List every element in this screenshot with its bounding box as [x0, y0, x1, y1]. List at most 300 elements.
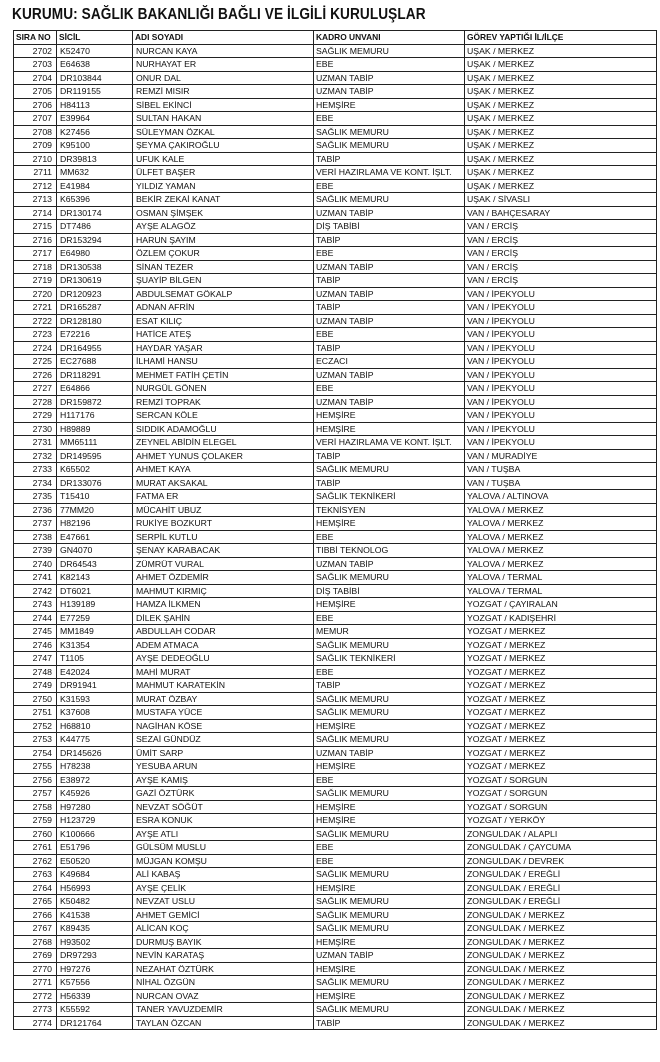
adi-soyadi-cell: YILDIZ YAMAN	[133, 179, 314, 193]
gorev-yeri-cell: ZONGULDAK / EREĞLİ	[465, 868, 657, 882]
gorev-yeri-cell: ZONGULDAK / MERKEZ	[465, 976, 657, 990]
sicil-cell: K49684	[57, 868, 133, 882]
sicil-cell: GN4070	[57, 544, 133, 558]
kadro-unvani-cell: SAĞLIK MEMURU	[314, 638, 465, 652]
gorev-yeri-cell: ZONGULDAK / MERKEZ	[465, 989, 657, 1003]
table-row	[14, 436, 657, 450]
table-row	[14, 962, 657, 976]
kadro-unvani-cell: SAĞLIK MEMURU	[314, 125, 465, 139]
gorev-yeri-cell: VAN / İPEKYOLU	[465, 436, 657, 450]
adi-soyadi-cell: NİHAL ÖZGÜN	[133, 976, 314, 990]
sicil-cell: K52470	[57, 44, 133, 58]
sira-no-cell: 2741	[14, 571, 57, 585]
gorev-yeri-cell: VAN / İPEKYOLU	[465, 355, 657, 369]
gorev-yeri-cell: UŞAK / MERKEZ	[465, 85, 657, 99]
table-row	[14, 206, 657, 220]
table-row	[14, 382, 657, 396]
gorev-yeri-cell: YOZGAT / MERKEZ	[465, 719, 657, 733]
gorev-yeri-cell: UŞAK / MERKEZ	[465, 152, 657, 166]
sicil-cell: E42024	[57, 665, 133, 679]
adi-soyadi-cell: HATİCE ATEŞ	[133, 328, 314, 342]
kadro-unvani-cell: UZMAN TABİP	[314, 260, 465, 274]
adi-soyadi-cell: SEZAİ GÜNDÜZ	[133, 733, 314, 747]
sicil-cell: DR103844	[57, 71, 133, 85]
gorev-yeri-cell: VAN / BAHÇESARAY	[465, 206, 657, 220]
sira-no-cell: 2763	[14, 868, 57, 882]
adi-soyadi-cell: TANER YAVUZDEMİR	[133, 1003, 314, 1017]
kadro-unvani-cell: EBE	[314, 58, 465, 72]
adi-soyadi-cell: DİLEK ŞAHİN	[133, 611, 314, 625]
kadro-unvani-cell: TABİP	[314, 341, 465, 355]
sicil-cell: T1105	[57, 652, 133, 666]
gorev-yeri-cell: VAN / MURADİYE	[465, 449, 657, 463]
kadro-unvani-cell: EBE	[314, 611, 465, 625]
adi-soyadi-cell: RUKİYE BOZKURT	[133, 517, 314, 531]
adi-soyadi-cell: ABDULSEMAT GÖKALP	[133, 287, 314, 301]
table-row	[14, 85, 657, 99]
sira-no-cell: 2755	[14, 760, 57, 774]
table-row	[14, 328, 657, 342]
table-row	[14, 71, 657, 85]
kadro-unvani-cell: HEMŞİRE	[314, 800, 465, 814]
gorev-yeri-cell: ZONGULDAK / MERKEZ	[465, 1003, 657, 1017]
table-row	[14, 719, 657, 733]
sira-no-cell: 2716	[14, 233, 57, 247]
gorev-yeri-cell: VAN / İPEKYOLU	[465, 301, 657, 315]
gorev-yeri-cell: YOZGAT / MERKEZ	[465, 760, 657, 774]
table-row	[14, 58, 657, 72]
sira-no-cell: 2770	[14, 962, 57, 976]
sira-no-cell: 2773	[14, 1003, 57, 1017]
adi-soyadi-cell: AHMET YUNUS ÇOLAKER	[133, 449, 314, 463]
sira-no-cell: 2722	[14, 314, 57, 328]
adi-soyadi-cell: OSMAN ŞİMŞEK	[133, 206, 314, 220]
gorev-yeri-cell: YOZGAT / YERKÖY	[465, 814, 657, 828]
gorev-yeri-cell: YOZGAT / MERKEZ	[465, 733, 657, 747]
gorev-yeri-cell: ZONGULDAK / EREĞLİ	[465, 881, 657, 895]
table-body	[14, 44, 657, 1030]
table-row	[14, 422, 657, 436]
gorev-yeri-cell: VAN / İPEKYOLU	[465, 409, 657, 423]
sicil-cell: E51796	[57, 841, 133, 855]
sicil-cell: H97280	[57, 800, 133, 814]
table-row	[14, 449, 657, 463]
kadro-unvani-cell: ECZACI	[314, 355, 465, 369]
sira-no-cell: 2736	[14, 503, 57, 517]
adi-soyadi-cell: REMZİ MISIR	[133, 85, 314, 99]
kadro-unvani-cell: TABİP	[314, 233, 465, 247]
gorev-yeri-cell: VAN / İPEKYOLU	[465, 341, 657, 355]
table-row	[14, 557, 657, 571]
sicil-cell: K100666	[57, 827, 133, 841]
table-row	[14, 706, 657, 720]
gorev-yeri-cell: YALOVA / MERKEZ	[465, 517, 657, 531]
table-row	[14, 800, 657, 814]
kadro-unvani-cell: UZMAN TABİP	[314, 287, 465, 301]
kadro-unvani-cell: UZMAN TABİP	[314, 746, 465, 760]
sira-no-cell: 2759	[14, 814, 57, 828]
sira-no-cell: 2772	[14, 989, 57, 1003]
sira-no-cell: 2713	[14, 193, 57, 207]
kadro-unvani-cell: TABİP	[314, 476, 465, 490]
table-row	[14, 517, 657, 531]
adi-soyadi-cell: ESRA KONUK	[133, 814, 314, 828]
sicil-cell: DR118291	[57, 368, 133, 382]
sicil-cell: K65502	[57, 463, 133, 477]
table-row	[14, 112, 657, 126]
sicil-cell: DT7486	[57, 220, 133, 234]
adi-soyadi-cell: ÖZLEM ÇOKUR	[133, 247, 314, 261]
sicil-cell: E47661	[57, 530, 133, 544]
sira-no-cell: 2720	[14, 287, 57, 301]
table-row	[14, 490, 657, 504]
kadro-unvani-cell: UZMAN TABİP	[314, 71, 465, 85]
kadro-unvani-cell: SAĞLIK MEMURU	[314, 571, 465, 585]
gorev-yeri-cell: VAN / İPEKYOLU	[465, 382, 657, 396]
gorev-yeri-cell: YALOVA / TERMAL	[465, 584, 657, 598]
sira-no-cell: 2709	[14, 139, 57, 153]
sira-no-cell: 2760	[14, 827, 57, 841]
sicil-cell: K57556	[57, 976, 133, 990]
table-row	[14, 274, 657, 288]
sira-no-cell: 2739	[14, 544, 57, 558]
sicil-cell: K89435	[57, 922, 133, 936]
kadro-unvani-cell: UZMAN TABİP	[314, 949, 465, 963]
table-row	[14, 827, 657, 841]
adi-soyadi-cell: MURAT ÖZBAY	[133, 692, 314, 706]
sira-no-cell: 2727	[14, 382, 57, 396]
table-row	[14, 908, 657, 922]
gorev-yeri-cell: YOZGAT / MERKEZ	[465, 746, 657, 760]
kadro-unvani-cell: HEMŞİRE	[314, 409, 465, 423]
kadro-unvani-cell: HEMŞİRE	[314, 598, 465, 612]
adi-soyadi-cell: MAHMUT KIRMIÇ	[133, 584, 314, 598]
adi-soyadi-cell: AHMET KAYA	[133, 463, 314, 477]
adi-soyadi-cell: ŞEYMA ÇAKIROĞLU	[133, 139, 314, 153]
adi-soyadi-cell: NEVZAT SÖĞÜT	[133, 800, 314, 814]
sicil-cell: DR145626	[57, 746, 133, 760]
table-row	[14, 166, 657, 180]
sicil-cell: K27456	[57, 125, 133, 139]
sicil-cell: DR159872	[57, 395, 133, 409]
sicil-cell: K31354	[57, 638, 133, 652]
sira-no-cell: 2767	[14, 922, 57, 936]
sicil-cell: E64866	[57, 382, 133, 396]
adi-soyadi-cell: TAYLAN ÖZCAN	[133, 1016, 314, 1030]
adi-soyadi-cell: SULTAN HAKAN	[133, 112, 314, 126]
kadro-unvani-cell: SAĞLIK MEMURU	[314, 463, 465, 477]
sicil-cell: E50520	[57, 854, 133, 868]
kadro-unvani-cell: SAĞLIK MEMURU	[314, 922, 465, 936]
table-row	[14, 854, 657, 868]
sira-no-cell: 2746	[14, 638, 57, 652]
sira-no-cell: 2768	[14, 935, 57, 949]
sira-no-cell: 2761	[14, 841, 57, 855]
table-row	[14, 665, 657, 679]
sira-no-cell: 2754	[14, 746, 57, 760]
table-row	[14, 935, 657, 949]
sira-no-cell: 2706	[14, 98, 57, 112]
gorev-yeri-cell: ZONGULDAK / MERKEZ	[465, 949, 657, 963]
sira-no-cell: 2774	[14, 1016, 57, 1030]
personnel-table	[13, 30, 657, 1030]
kadro-unvani-cell: EBE	[314, 854, 465, 868]
adi-soyadi-cell: HAMZA İLKMEN	[133, 598, 314, 612]
adi-soyadi-cell: ŞENAY KARABACAK	[133, 544, 314, 558]
page-title: KURUMU: SAĞLIK BAKANLIĞI BAĞLI VE İLGİLİ KURULUŞLAR	[12, 6, 426, 23]
sicil-cell: H56993	[57, 881, 133, 895]
gorev-yeri-cell: UŞAK / MERKEZ	[465, 112, 657, 126]
table-row	[14, 571, 657, 585]
gorev-yeri-cell: UŞAK / MERKEZ	[465, 125, 657, 139]
table-row	[14, 314, 657, 328]
table-row	[14, 247, 657, 261]
gorev-yeri-cell: YALOVA / MERKEZ	[465, 503, 657, 517]
sira-no-cell: 2728	[14, 395, 57, 409]
table-row	[14, 881, 657, 895]
sicil-cell: DT6021	[57, 584, 133, 598]
sira-no-cell: 2742	[14, 584, 57, 598]
sicil-cell: K95100	[57, 139, 133, 153]
gorev-yeri-cell: VAN / TUŞBA	[465, 463, 657, 477]
sira-no-cell: 2705	[14, 85, 57, 99]
sira-no-cell: 2749	[14, 679, 57, 693]
kadro-unvani-cell: SAĞLIK MEMURU	[314, 976, 465, 990]
sicil-cell: MM1849	[57, 625, 133, 639]
sicil-cell: K55592	[57, 1003, 133, 1017]
adi-soyadi-cell: NURCAN OVAZ	[133, 989, 314, 1003]
adi-soyadi-cell: HAYDAR YAŞAR	[133, 341, 314, 355]
sira-no-cell: 2719	[14, 274, 57, 288]
adi-soyadi-cell: MAHİ MURAT	[133, 665, 314, 679]
table-row	[14, 787, 657, 801]
sicil-cell: H123729	[57, 814, 133, 828]
table-row	[14, 152, 657, 166]
gorev-yeri-cell: YOZGAT / MERKEZ	[465, 679, 657, 693]
gorev-yeri-cell: VAN / İPEKYOLU	[465, 314, 657, 328]
kadro-unvani-cell: EBE	[314, 328, 465, 342]
header-gorev-yeri: GÖREV YAPTIĞI İL/İLÇE	[465, 31, 657, 45]
adi-soyadi-cell: YESUBA ARUN	[133, 760, 314, 774]
table-row	[14, 476, 657, 490]
gorev-yeri-cell: UŞAK / MERKEZ	[465, 71, 657, 85]
sicil-cell: MM632	[57, 166, 133, 180]
table-row	[14, 814, 657, 828]
table-row	[14, 733, 657, 747]
kadro-unvani-cell: UZMAN TABİP	[314, 206, 465, 220]
sicil-cell: H139189	[57, 598, 133, 612]
table-row	[14, 841, 657, 855]
kadro-unvani-cell: SAĞLIK MEMURU	[314, 827, 465, 841]
sicil-cell: H93502	[57, 935, 133, 949]
sicil-cell: DR91941	[57, 679, 133, 693]
kadro-unvani-cell: SAĞLIK MEMURU	[314, 706, 465, 720]
sicil-cell: H82196	[57, 517, 133, 531]
adi-soyadi-cell: NEVİN KARATAŞ	[133, 949, 314, 963]
sira-no-cell: 2771	[14, 976, 57, 990]
kadro-unvani-cell: EBE	[314, 112, 465, 126]
gorev-yeri-cell: ZONGULDAK / ÇAYCUMA	[465, 841, 657, 855]
kadro-unvani-cell: EBE	[314, 773, 465, 787]
table-row	[14, 868, 657, 882]
sicil-cell: DR120923	[57, 287, 133, 301]
sicil-cell: E64980	[57, 247, 133, 261]
sira-no-cell: 2718	[14, 260, 57, 274]
table-row	[14, 125, 657, 139]
sicil-cell: K44775	[57, 733, 133, 747]
sicil-cell: DR119155	[57, 85, 133, 99]
sira-no-cell: 2740	[14, 557, 57, 571]
sira-no-cell: 2766	[14, 908, 57, 922]
adi-soyadi-cell: ÜMİT SARP	[133, 746, 314, 760]
sira-no-cell: 2702	[14, 44, 57, 58]
sicil-cell: K37608	[57, 706, 133, 720]
table-row	[14, 544, 657, 558]
sira-no-cell: 2737	[14, 517, 57, 531]
adi-soyadi-cell: ÜLFET BAŞER	[133, 166, 314, 180]
adi-soyadi-cell: UFUK KALE	[133, 152, 314, 166]
adi-soyadi-cell: HARUN ŞAYIM	[133, 233, 314, 247]
adi-soyadi-cell: ADNAN AFRİN	[133, 301, 314, 315]
kadro-unvani-cell: UZMAN TABİP	[314, 395, 465, 409]
sira-no-cell: 2762	[14, 854, 57, 868]
adi-soyadi-cell: ŞUAYİP BİLGEN	[133, 274, 314, 288]
gorev-yeri-cell: YOZGAT / SORGUN	[465, 787, 657, 801]
sicil-cell: DR97293	[57, 949, 133, 963]
adi-soyadi-cell: NURHAYAT ER	[133, 58, 314, 72]
table-row	[14, 760, 657, 774]
table-row	[14, 220, 657, 234]
gorev-yeri-cell: YALOVA / MERKEZ	[465, 530, 657, 544]
gorev-yeri-cell: ZONGULDAK / ALAPLI	[465, 827, 657, 841]
adi-soyadi-cell: MAHMUT KARATEKİN	[133, 679, 314, 693]
adi-soyadi-cell: ABDULLAH CODAR	[133, 625, 314, 639]
kadro-unvani-cell: TEKNİSYEN	[314, 503, 465, 517]
sira-no-cell: 2708	[14, 125, 57, 139]
gorev-yeri-cell: VAN / İPEKYOLU	[465, 328, 657, 342]
gorev-yeri-cell: UŞAK / MERKEZ	[465, 139, 657, 153]
kadro-unvani-cell: SAĞLIK MEMURU	[314, 733, 465, 747]
gorev-yeri-cell: UŞAK / SİVASLI	[465, 193, 657, 207]
gorev-yeri-cell: YOZGAT / SORGUN	[465, 800, 657, 814]
gorev-yeri-cell: UŞAK / MERKEZ	[465, 179, 657, 193]
sira-no-cell: 2738	[14, 530, 57, 544]
table-row	[14, 679, 657, 693]
kadro-unvani-cell: SAĞLIK MEMURU	[314, 908, 465, 922]
table-row	[14, 503, 657, 517]
sicil-cell: 77MM20	[57, 503, 133, 517]
gorev-yeri-cell: YOZGAT / KADIŞEHRİ	[465, 611, 657, 625]
table-row	[14, 409, 657, 423]
sira-no-cell: 2729	[14, 409, 57, 423]
adi-soyadi-cell: ADEM ATMACA	[133, 638, 314, 652]
sira-no-cell: 2753	[14, 733, 57, 747]
kadro-unvani-cell: SAĞLIK MEMURU	[314, 787, 465, 801]
gorev-yeri-cell: VAN / İPEKYOLU	[465, 287, 657, 301]
adi-soyadi-cell: SERPİL KUTLU	[133, 530, 314, 544]
sira-no-cell: 2717	[14, 247, 57, 261]
adi-soyadi-cell: AHMET GEMİCİ	[133, 908, 314, 922]
kadro-unvani-cell: UZMAN TABİP	[314, 368, 465, 382]
header-sira-no: SIRA NO	[14, 31, 57, 45]
gorev-yeri-cell: YALOVA / MERKEZ	[465, 544, 657, 558]
sira-no-cell: 2751	[14, 706, 57, 720]
adi-soyadi-cell: AYŞE KAMIŞ	[133, 773, 314, 787]
kadro-unvani-cell: TABİP	[314, 1016, 465, 1030]
sira-no-cell: 2752	[14, 719, 57, 733]
kadro-unvani-cell: DİŞ TABİBİ	[314, 220, 465, 234]
gorev-yeri-cell: YOZGAT / MERKEZ	[465, 706, 657, 720]
sicil-cell: DR130619	[57, 274, 133, 288]
adi-soyadi-cell: MÜJGAN KOMŞU	[133, 854, 314, 868]
gorev-yeri-cell: ZONGULDAK / MERKEZ	[465, 922, 657, 936]
table-row	[14, 233, 657, 247]
sira-no-cell: 2745	[14, 625, 57, 639]
gorev-yeri-cell: VAN / ERCİŞ	[465, 220, 657, 234]
adi-soyadi-cell: REMZİ TOPRAK	[133, 395, 314, 409]
table-row	[14, 193, 657, 207]
adi-soyadi-cell: SİBEL EKİNCİ	[133, 98, 314, 112]
adi-soyadi-cell: ESAT KILIÇ	[133, 314, 314, 328]
kadro-unvani-cell: UZMAN TABİP	[314, 557, 465, 571]
sicil-cell: MM65111	[57, 436, 133, 450]
sira-no-cell: 2723	[14, 328, 57, 342]
kadro-unvani-cell: HEMŞİRE	[314, 935, 465, 949]
gorev-yeri-cell: ZONGULDAK / MERKEZ	[465, 935, 657, 949]
sira-no-cell: 2756	[14, 773, 57, 787]
adi-soyadi-cell: SÜLEYMAN ÖZKAL	[133, 125, 314, 139]
kadro-unvani-cell: EBE	[314, 841, 465, 855]
sicil-cell: DR130538	[57, 260, 133, 274]
gorev-yeri-cell: UŞAK / MERKEZ	[465, 58, 657, 72]
kadro-unvani-cell: TABİP	[314, 152, 465, 166]
kadro-unvani-cell: SAĞLIK TEKNİKERİ	[314, 652, 465, 666]
table-row	[14, 895, 657, 909]
sicil-cell: E39964	[57, 112, 133, 126]
gorev-yeri-cell: YOZGAT / MERKEZ	[465, 625, 657, 639]
kadro-unvani-cell: MEMUR	[314, 625, 465, 639]
sira-no-cell: 2757	[14, 787, 57, 801]
sicil-cell: K50482	[57, 895, 133, 909]
kadro-unvani-cell: UZMAN TABİP	[314, 314, 465, 328]
gorev-yeri-cell: ZONGULDAK / EREĞLİ	[465, 895, 657, 909]
adi-soyadi-cell: FATMA ER	[133, 490, 314, 504]
adi-soyadi-cell: NEZAHAT ÖZTÜRK	[133, 962, 314, 976]
sicil-cell: E64638	[57, 58, 133, 72]
sira-no-cell: 2721	[14, 301, 57, 315]
table-row	[14, 949, 657, 963]
header-kadro-unvani: KADRO UNVANI	[314, 31, 465, 45]
table-row	[14, 746, 657, 760]
table-row	[14, 692, 657, 706]
gorev-yeri-cell: YALOVA / MERKEZ	[465, 557, 657, 571]
sira-no-cell: 2765	[14, 895, 57, 909]
gorev-yeri-cell: YOZGAT / MERKEZ	[465, 692, 657, 706]
table-row	[14, 773, 657, 787]
table-row	[14, 976, 657, 990]
adi-soyadi-cell: NEVZAT USLU	[133, 895, 314, 909]
adi-soyadi-cell: SERCAN KÖLE	[133, 409, 314, 423]
sicil-cell: H78238	[57, 760, 133, 774]
sira-no-cell: 2714	[14, 206, 57, 220]
kadro-unvani-cell: EBE	[314, 382, 465, 396]
sicil-cell: DR164955	[57, 341, 133, 355]
adi-soyadi-cell: MÜCAHİT UBUZ	[133, 503, 314, 517]
adi-soyadi-cell: ZÜMRÜT VURAL	[133, 557, 314, 571]
kadro-unvani-cell: DİŞ TABİBİ	[314, 584, 465, 598]
table-row	[14, 584, 657, 598]
sicil-cell: H84113	[57, 98, 133, 112]
